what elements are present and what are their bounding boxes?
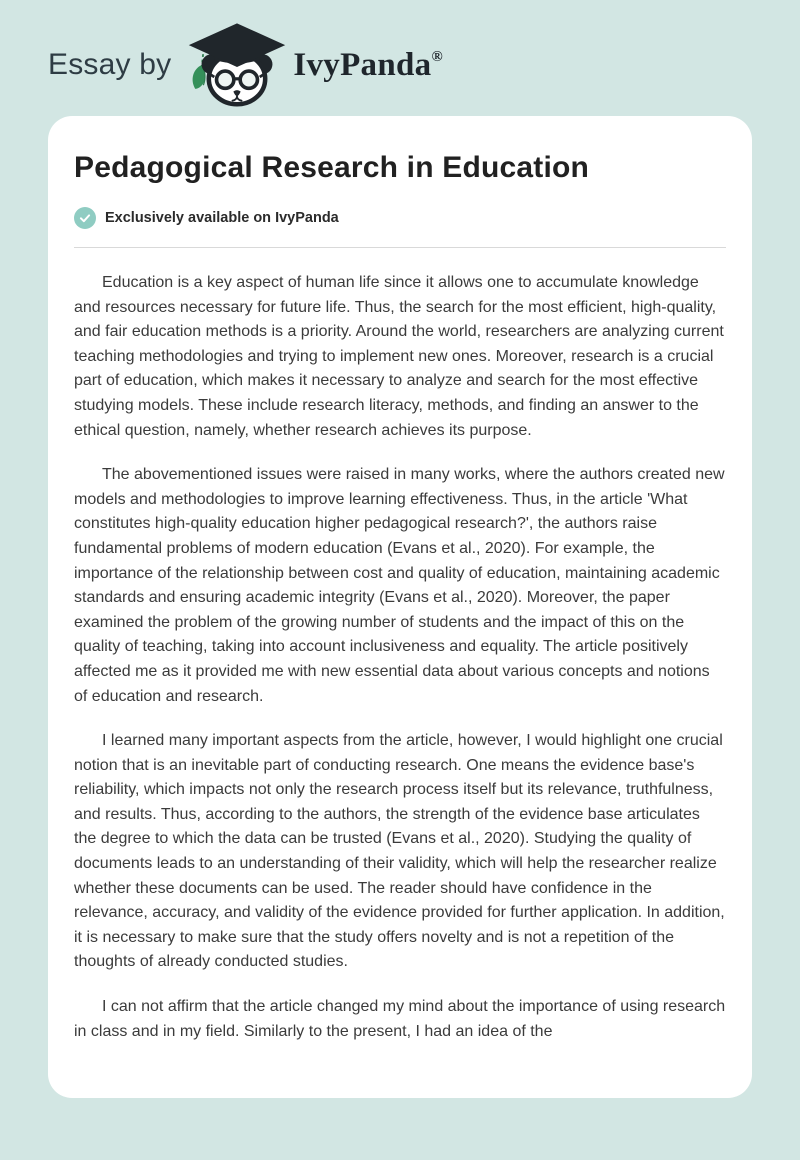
exclusive-badge-label: Exclusively available on IvyPanda [105, 210, 339, 226]
essay-body [74, 271, 726, 1044]
brand-name: IvyPanda [293, 46, 432, 83]
ivypanda-panda-logo-icon [187, 21, 287, 113]
exclusive-badge [74, 207, 726, 229]
site-header [0, 0, 800, 104]
essay-paragraph: I learned many important aspects from the article, however, I would highlight one crucial notion that is an inevitable part of conducting research. One means the evidence base's reliability, which impacts not only the research process itself but its relevance, truthfulness, and results. Thus, according to the authors, the strength of the evidence base articulates the degree to which the data can be trusted (Evans et al., 2020). Studying the quality of documents leads to an understanding of their validity, which will help the researcher realize whether these documents can be used. The reader should have confidence in the relevance, accuracy, and validity of the evidence provided for further application. In addition, it is necessary to make sure that the study offers novelty and is not a repetition of the thoughts of already conducted studies. [74, 732, 725, 971]
divider [74, 247, 726, 248]
essay-paragraph: I can not affirm that the article changed my mind about the importance of using research in class and in my field. Similarly to the present, I had an idea of the [74, 998, 726, 1040]
registered-trademark: ® [431, 48, 443, 65]
brand-wordmark [293, 47, 443, 84]
essay-paragraph: The abovementioned issues were raised in many works, where the authors created new models and methodologies to improve learning effectiveness. Thus, in the article 'What constitutes high-quality education higher pedagogical research?', the authors raise fundamental problems of modern education (Evans et al., 2020). For example, the importance of the relationship between cost and quality of education, maintaining academic standards and ensuring academic integrity (Evans et al., 2020). Moreover, the paper examined the problem of the growing number of students and the impact of this on the quality of teaching, taking into account inclusiveness and equality. The article positively affected me as it provided me with new essential data about various concepts and notions of education and research. [74, 466, 725, 705]
essay-paragraph: Education is a key aspect of human life since it allows one to accumulate knowledge and resources necessary for future life. Thus, the search for the most efficient, high-quality, and fair education methods is a priority. Around the world, researchers are analyzing current teaching methodologies and trying to implement new ones. Moreover, research is a crucial part of education, which makes it necessary to analyze and search for the most effective studying models. These include research literacy, methods, and finding an answer to the ethical question, namely, whether research achieves its purpose. [74, 274, 724, 439]
check-icon [74, 207, 96, 229]
essay-card [48, 116, 752, 1098]
essay-by-label: Essay by [48, 48, 172, 81]
page-title: Pedagogical Research in Education [74, 151, 590, 184]
